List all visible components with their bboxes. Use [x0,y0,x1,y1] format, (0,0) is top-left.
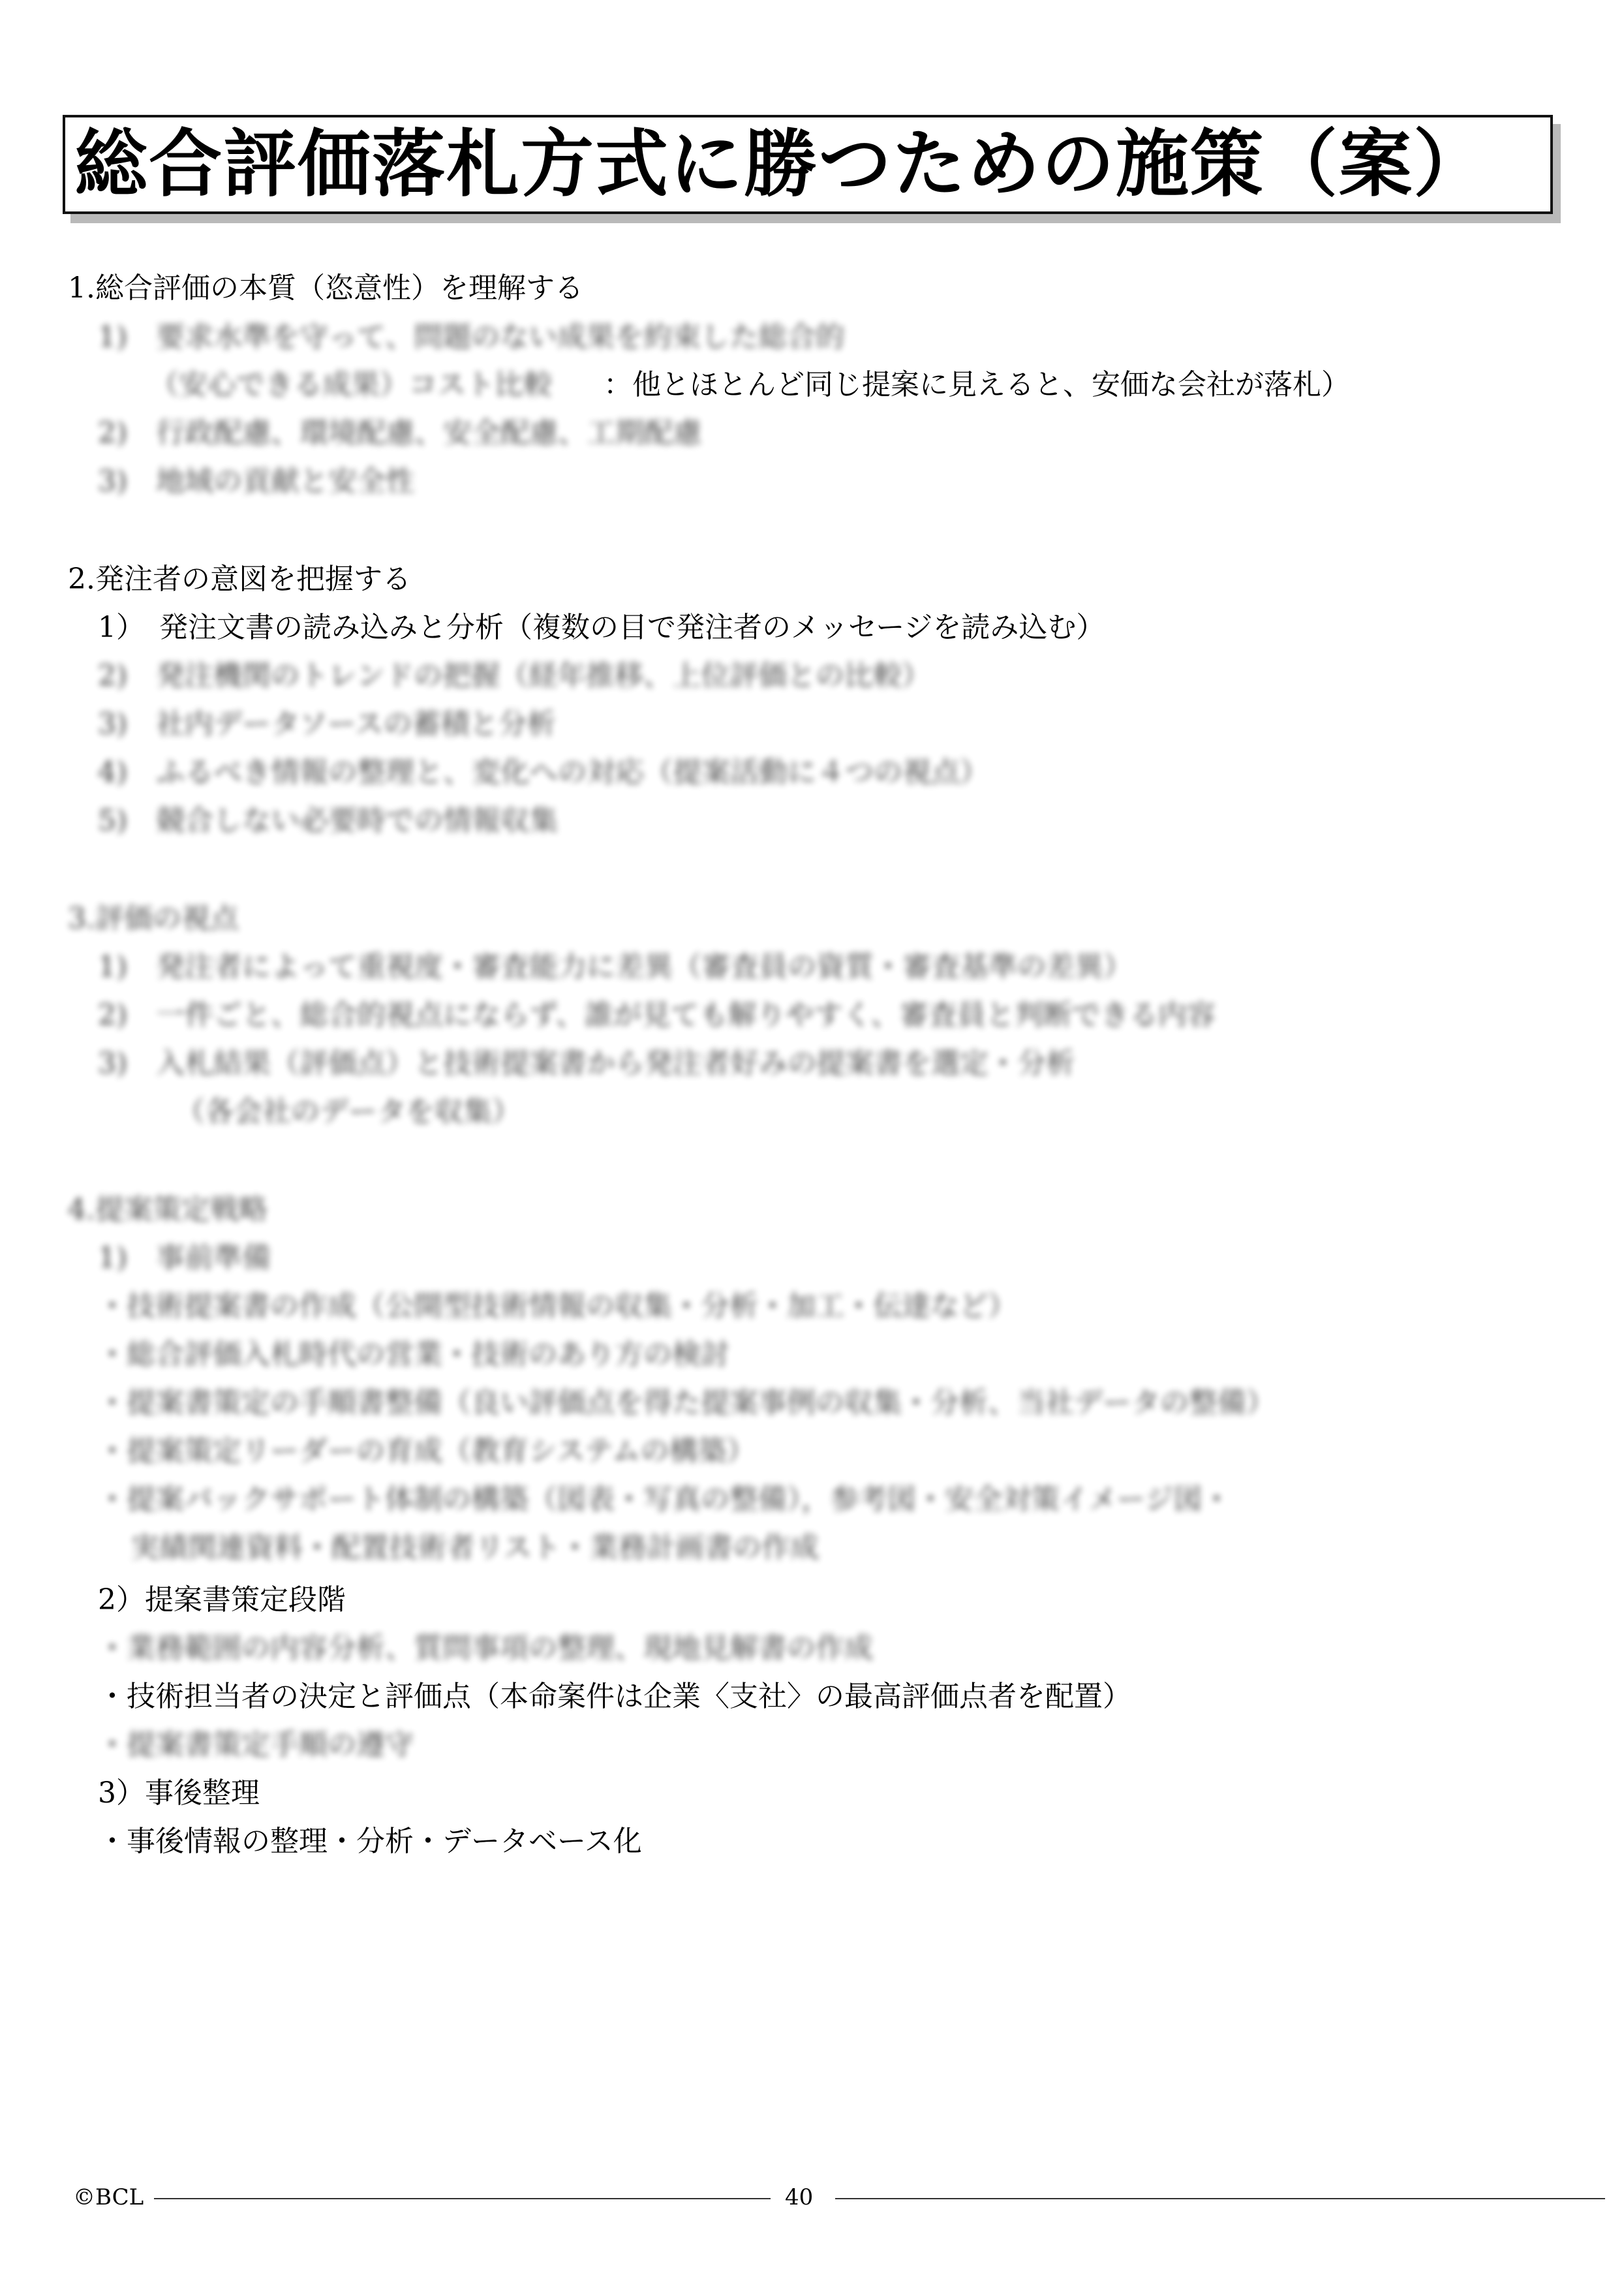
section-2-item-2: 2) 発注機関のトレンドの把握（経年推移、上位評価との比較） [98,659,931,692]
section-4-bullet-2: ・総合評価入札時代の営業・技術のあり方の検討 [98,1338,729,1371]
section-4-bullet-3: ・提案書策定の手順書整備（良い評価点を得た提案事例の収集・分析、当社データの整備） [98,1386,1275,1419]
section-4-sub-2: 2）提案書策定段階 [98,1583,346,1617]
copyright: ©BCL [73,2184,144,2210]
section-2-item-1: 1） 発注文書の読み込みと分析（複数の目で発注者のメッセージを読み込む） [98,611,1105,644]
section-1-heading: 1.総合評価の本質（恣意性）を理解する [68,271,583,305]
section-3-item-2: 2) 一件ごと、総合的視点にならず、誰が見ても解りやすく、審査員と判断できる内容 [98,998,1216,1032]
section-4-sub-3: 3）事後整理 [98,1776,260,1810]
section-4-sub-3-bullet-1: ・事後情報の整理・分析・データベース化 [98,1825,642,1858]
title-box [63,115,1553,214]
section-4-bullet-1: ・技術提案書の作成（公開型技術情報の収集・分析・加工・伝達など） [98,1290,1017,1323]
footer-rule-left [154,2198,771,2199]
section-3-item-3: 3) 入札結果（評価点）と技術提案書から発注者好みの提案書を選定・分析 [98,1047,1075,1080]
section-4-bullet-5: ・提案バックサポート体制の構築（図表・写真の整備），参考図・安全対策イメージ図・ [98,1483,1231,1516]
page-footer [0,2176,1624,2216]
page-title: 総合評価落札方式に勝つための施策（案） [74,122,1488,207]
section-2-item-5: 5) 競合しない必要時での情報収集 [98,804,559,837]
section-4-heading: 4.提案策定戦略 [68,1193,268,1226]
footer-rule-right [835,2198,1605,2199]
section-1-item-1-note: ：他とほとんど同じ提案に見えると、安価な会社が落札） [604,368,1350,401]
section-1-item-2: 2) 行政配慮、環境配慮、安全配慮、工期配慮 [98,416,702,450]
section-3-item-3-cont: （各会社のデータを収集） [176,1095,521,1128]
section-3-item-1: 1) 発注者によって重視度・審査能力に差異（審査員の資質・審査基準の差異） [98,950,1133,983]
page-number: 40 [785,2184,814,2210]
section-1-item-1: 1) 要求水準を守って、問題のない成果を約束した総合的 [98,320,845,354]
section-4-sub-2-bullet-2: ・技術担当者の決定と評価点（本命案件は企業〈支社〉の最高評価点者を配置） [98,1680,1131,1713]
section-1-item-1-cont: （安心できる成果）コスト比較 [150,368,552,401]
section-4-sub-1: 1) 事前準備 [98,1241,271,1275]
section-4-bullet-4: ・提案策定リーダーの育成（教育システムの構築） [98,1434,756,1468]
section-3-heading: 3.評価の視点 [68,902,239,935]
section-2-item-4: 4) ふるべき情報の整理と、変化への対応（提案活動に４つの視点） [98,756,989,789]
section-2-item-3: 3) 社内データソースの蓄積と分析 [98,707,556,741]
section-2-heading: 2.発注者の意図を把握する [68,563,411,596]
section-1-item-3: 3) 地域の貢献と安全性 [98,465,415,498]
section-4-sub-2-bullet-3: ・提案書策定手順の遵守 [98,1728,414,1761]
section-4-sub-2-bullet-1: ・業務範囲の内容分析、質問事項の整理、現地見解書の作成 [98,1632,873,1665]
section-4-bullet-5-cont: 実績関連資料・配置技術者リスト・業務計画書の作成 [130,1531,820,1564]
